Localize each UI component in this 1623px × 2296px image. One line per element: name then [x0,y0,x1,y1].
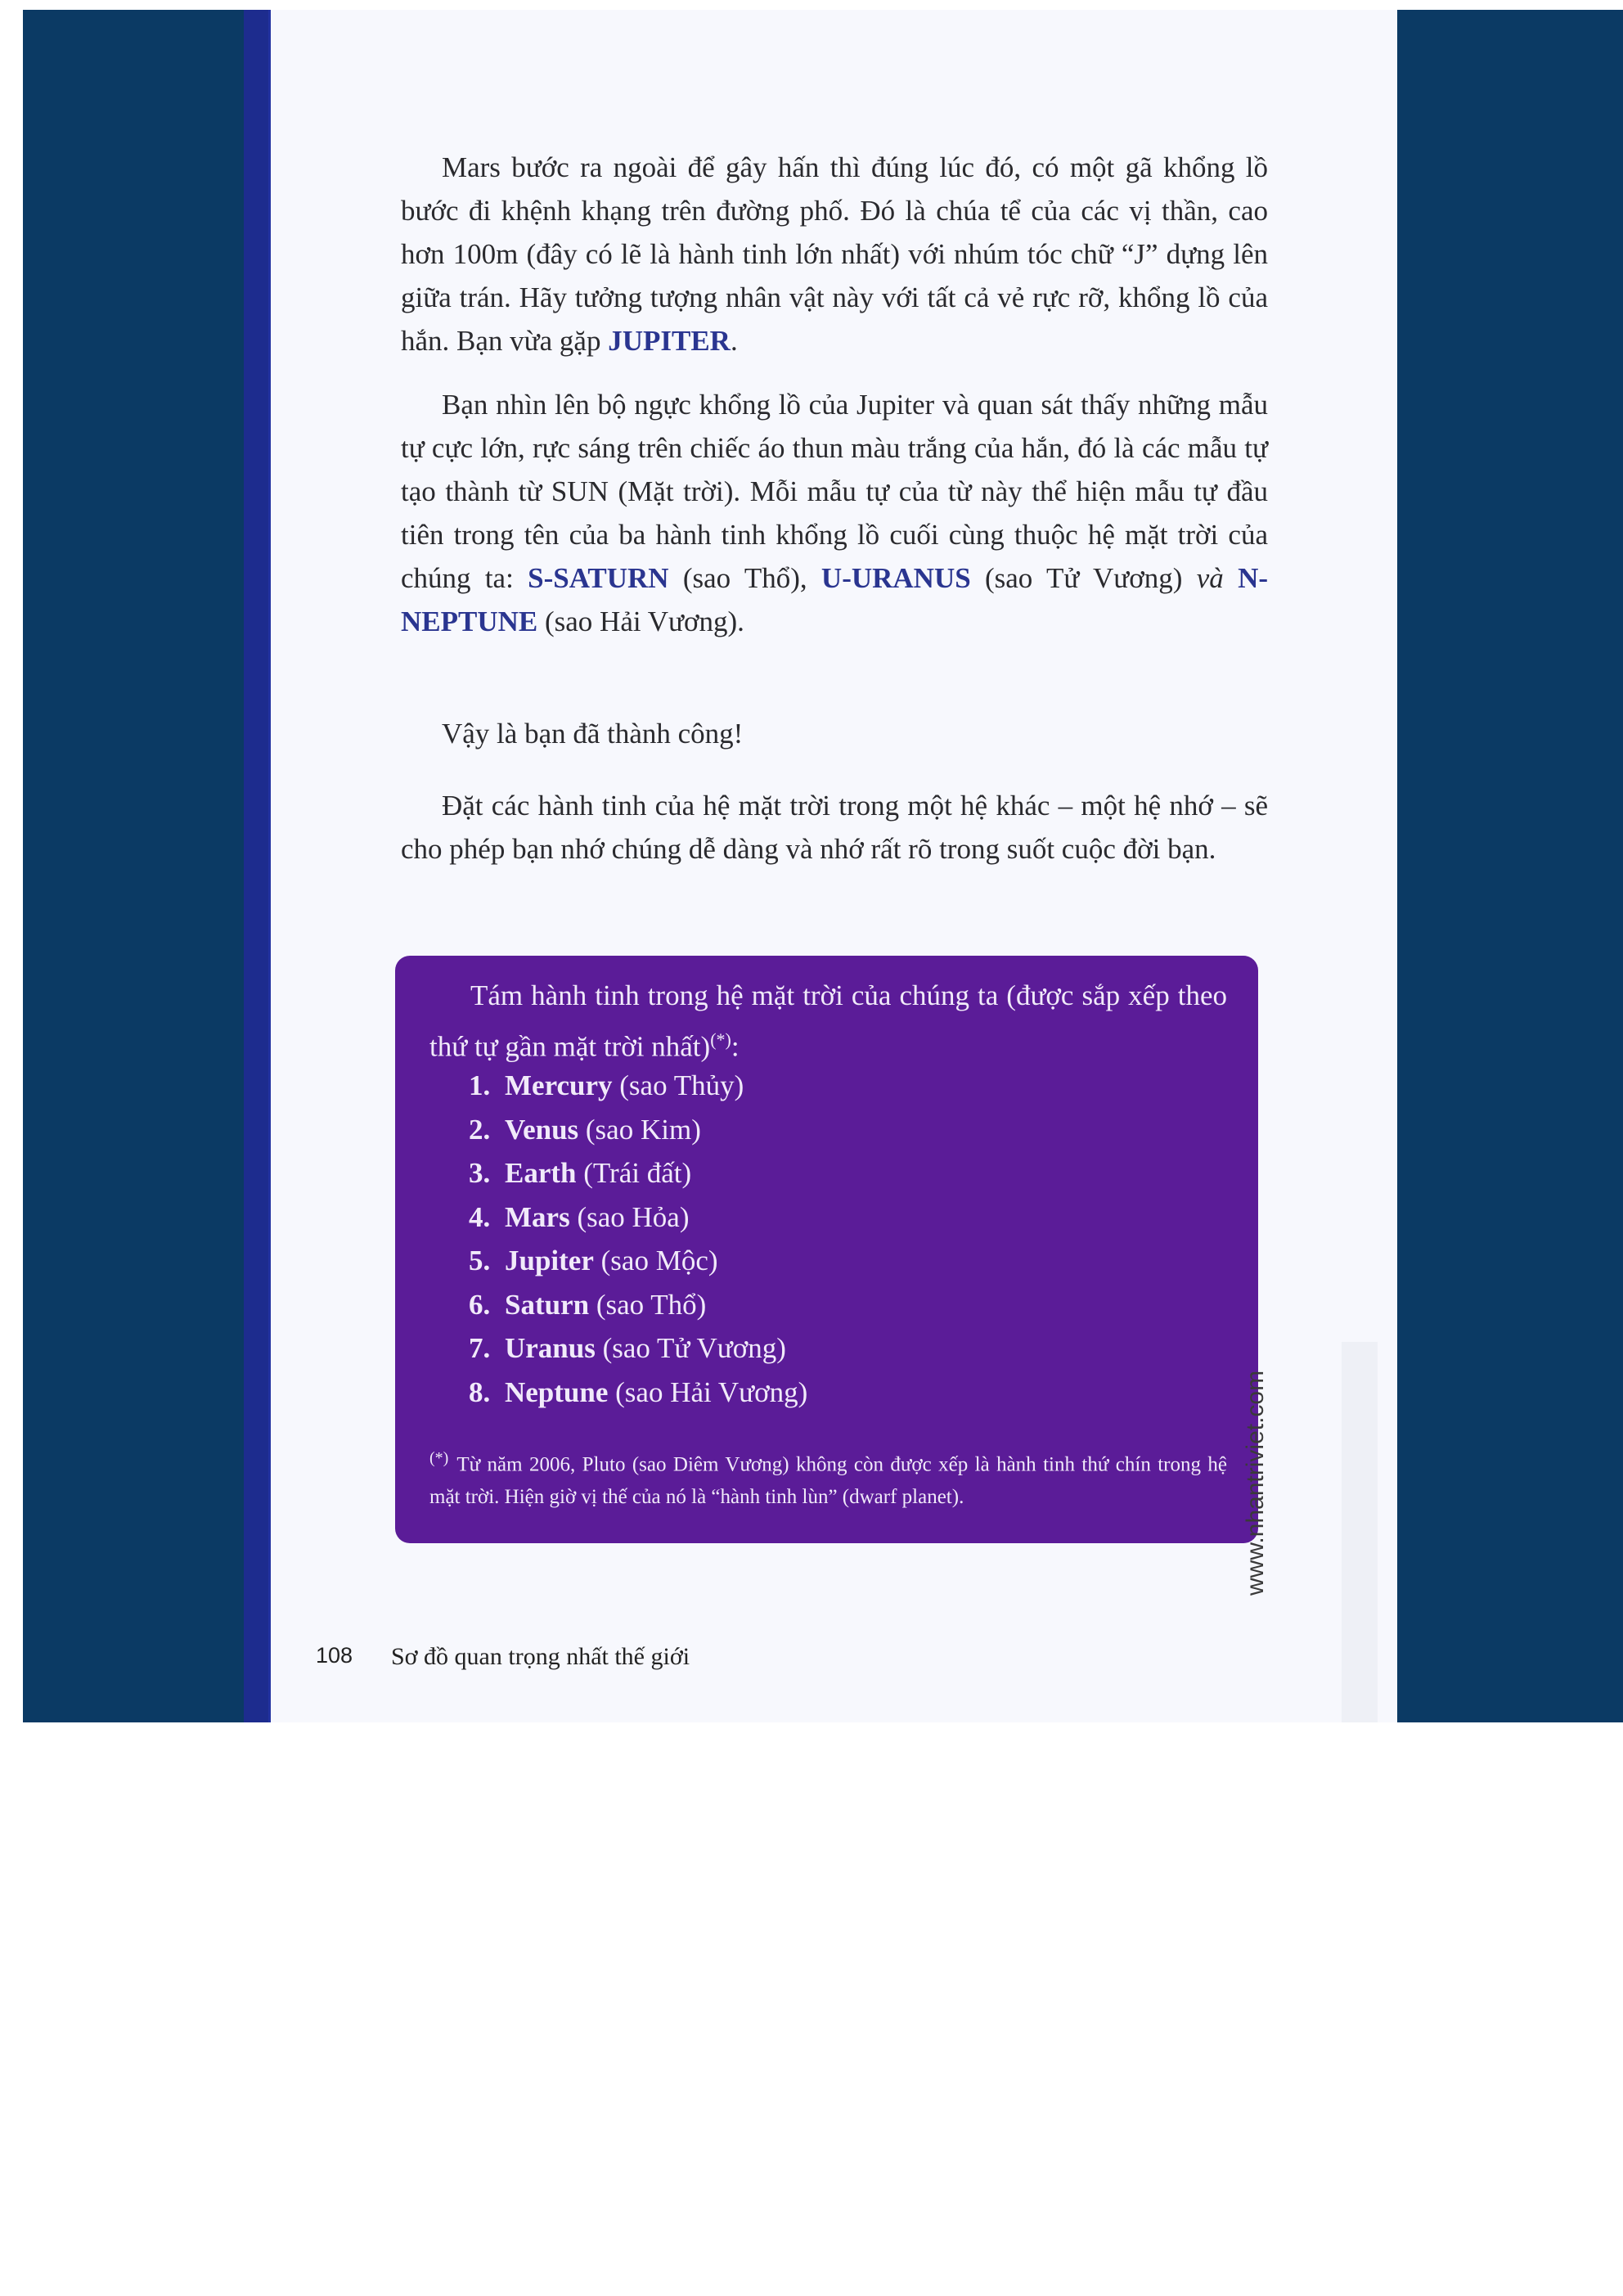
text-run: Vậy là bạn đã thành công! [442,718,744,750]
planet-name: Neptune [505,1375,609,1408]
running-title: Sơ đồ quan trọng nhất thế giới [391,1643,690,1670]
text-run: (sao Hải Vương). [537,606,744,637]
planet-name: Jupiter [505,1245,594,1276]
text-run: Đặt các hành tinh của hệ mặt trời trong một hệ khác – một hệ nhớ – sẽ cho phép bạn nhớ chúng dễ dàng và nhớ rất rõ trong suốt cuộc đời bạn. [401,790,1268,865]
text-run: Bạn nhìn lên bộ ngực khổng lồ của Jupiter và quan sát thấy những mẫu tự cực lớn, rực sáng trên chiếc áo thun màu trắng của hắn, đó là các mẫu tự tạo thành từ SUN (Mặt trời). Mỗi mẫu tự của từ này thể hiện mẫu tự đầu tiên trong tên của ba hành tinh khổng lồ cuối cùng thuộc hệ mặt trời của chúng ta: [401,389,1268,594]
planet-number: 7. [469,1332,491,1364]
planets-callout-box [395,956,1258,1543]
planet-list-item [469,1371,807,1415]
callout-footnote [429,1442,1227,1514]
planet-vietnamese-name: (sao Kim) [578,1113,701,1146]
footnote-mark: (*) [429,1449,449,1467]
planet-name: Earth [505,1157,577,1189]
planet-name: Uranus [505,1332,596,1364]
text-run: Mars bước ra ngoài để gây hấn thì đúng lúc đó, có một gã khổng lồ bước đi khệnh khạng trên đường phố. Đó là chúa tể của các vị thần, cao hơn 100m (đây có lẽ là hành tinh lớn nhất) với nhúm tóc chữ “J” dựng lên giữa trán. Hãy tưởng tượng nhân vật này với tất cả vẻ rực rỡ, khổng lồ của hắn. Bạn vừa gặp [401,151,1268,357]
text-run: (sao Thổ), [668,562,821,594]
planet-number: 3. [469,1157,491,1189]
highlight-term: U-URANUS [820,562,971,594]
planet-name: Mars [505,1200,570,1233]
planet-vietnamese-name: (sao Tử Vương) [595,1332,786,1364]
watermark-text: www.nhantriviet.com [1242,1370,1269,1596]
planet-vietnamese-name: (sao Hỏa) [569,1200,690,1233]
planet-number: 6. [469,1288,491,1321]
planet-number: 1. [469,1069,491,1101]
paragraph-4 [401,784,1268,871]
highlight-term: S-SATURN [528,562,669,594]
callout-intro-text: Tám hành tinh trong hệ mặt trời của chúng ta (được sắp xếp theo thứ tự gần mặt trời nhất) [429,979,1227,1063]
planet-vietnamese-name: (sao Hải Vương) [608,1375,808,1408]
planet-vietnamese-name: (sao Thổ) [589,1288,707,1321]
planet-name: Venus [505,1113,579,1146]
planet-number: 2. [469,1113,491,1146]
text-run: . [730,325,738,357]
page-number: 108 [316,1643,353,1668]
footnote-text: Từ năm 2006, Pluto (sao Diêm Vương) không còn được xếp là hành tinh thứ chín trong hệ mặt trời. Hiện giờ vị thế của nó là “hành tinh lùn” (dwarf planet). [429,1453,1227,1509]
planet-list-item [469,1108,807,1152]
planet-list-item [469,1283,807,1327]
paragraph-2 [401,383,1268,643]
planet-list-item [469,1326,807,1371]
planet-number: 8. [469,1375,491,1408]
planet-list-item [469,1064,807,1108]
highlight-term: JUPITER [608,325,731,357]
planet-name: Mercury [505,1069,613,1101]
callout-intro-mark: (*) [710,1029,731,1050]
callout-intro-end: : [731,1030,740,1063]
planet-vietnamese-name: (Trái đất) [576,1157,692,1189]
planet-list-item [469,1151,807,1195]
planet-vietnamese-name: (sao Mộc) [593,1245,718,1276]
planet-number: 4. [469,1200,491,1233]
planet-name: Saturn [505,1288,590,1321]
highlight-term: N-NEPTUNE [401,562,1268,637]
planet-vietnamese-name: (sao Thủy) [612,1069,744,1101]
paragraph-3 [401,712,1268,755]
planet-list [469,1064,807,1414]
planet-list-item [469,1195,807,1240]
planet-number: 5. [469,1245,491,1276]
text-run: (sao Tử Vương) [970,562,1197,594]
text-run [1224,562,1238,594]
text-run: và [1196,562,1224,594]
callout-intro [429,974,1227,1069]
page-shadow-strip [1342,1342,1378,1722]
paragraph-1 [401,146,1268,362]
planet-list-item [469,1239,807,1283]
